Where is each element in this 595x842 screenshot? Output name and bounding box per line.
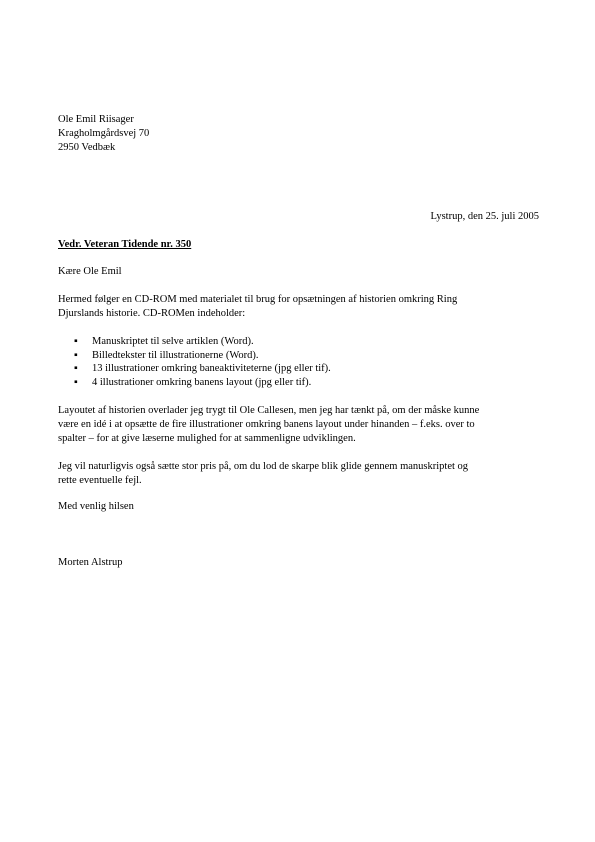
sender-name: Ole Emil Riisager xyxy=(58,114,134,125)
bullet-icon: ▪ xyxy=(74,349,78,361)
greeting-text: Kære Ole Emil xyxy=(58,266,122,277)
intro-paragraph xyxy=(58,293,542,321)
bullet-icon: ▪ xyxy=(74,376,78,388)
signature xyxy=(58,556,542,570)
list-item-text: Billedtekster til illustrationerne (Word). xyxy=(92,349,259,361)
proofread-paragraph xyxy=(58,460,542,488)
list-item-text: 13 illustrationer omkring baneaktiviteterne (jpg eller tif). xyxy=(92,363,331,375)
greeting xyxy=(58,265,542,279)
contents-list xyxy=(58,335,331,389)
sender-street: Kragholmgårdsvej 70 xyxy=(58,128,150,139)
subject-text: Vedr. Veteran Tidende nr. 350 xyxy=(58,239,192,250)
closing xyxy=(58,500,542,514)
signature-name: Morten Alstrup xyxy=(58,557,123,568)
list-item xyxy=(58,362,331,376)
sender-address xyxy=(58,113,542,155)
intro-line-1: Hermed følger en CD-ROM med materialet til brug for opsætningen af historien omkring Ring xyxy=(58,294,458,305)
layout-paragraph xyxy=(58,404,542,446)
letter-date: Lystrup, den 25. juli 2005 xyxy=(430,211,539,222)
proofread-line-1: Jeg vil naturligvis også sætte stor pris på, om du lod de skarpe blik glide gennem manuskriptet og xyxy=(58,461,469,472)
closing-text: Med venlig hilsen xyxy=(58,501,134,512)
bullet-icon: ▪ xyxy=(74,336,78,347)
intro-line-2: Djurslands historie. CD-ROMen indeholder: xyxy=(58,308,246,319)
sender-city: 2950 Vedbæk xyxy=(58,142,116,153)
list-item xyxy=(58,335,331,349)
proofread-line-2: rette eventuelle fejl. xyxy=(58,475,142,486)
list-item xyxy=(58,376,331,390)
list-item-text: Manuskriptet til selve artiklen (Word). xyxy=(92,336,254,347)
bullet-icon: ▪ xyxy=(74,363,78,375)
list-item xyxy=(58,349,331,363)
layout-line-2: være en idé i at opsætte de fire illustrationer omkring banens layout under hinanden – f.eks. over to xyxy=(58,419,475,430)
layout-line-3: spalter – for at give læserne mulighed for at sammenligne udviklingen. xyxy=(58,433,356,444)
layout-line-1: Layoutet af historien overlader jeg trygt til Ole Callesen, men jeg har tænkt på, om der måske kunne xyxy=(58,405,480,416)
list-item-text: 4 illustrationer omkring banens layout (jpg eller tif). xyxy=(92,376,312,388)
subject-line xyxy=(58,238,542,252)
